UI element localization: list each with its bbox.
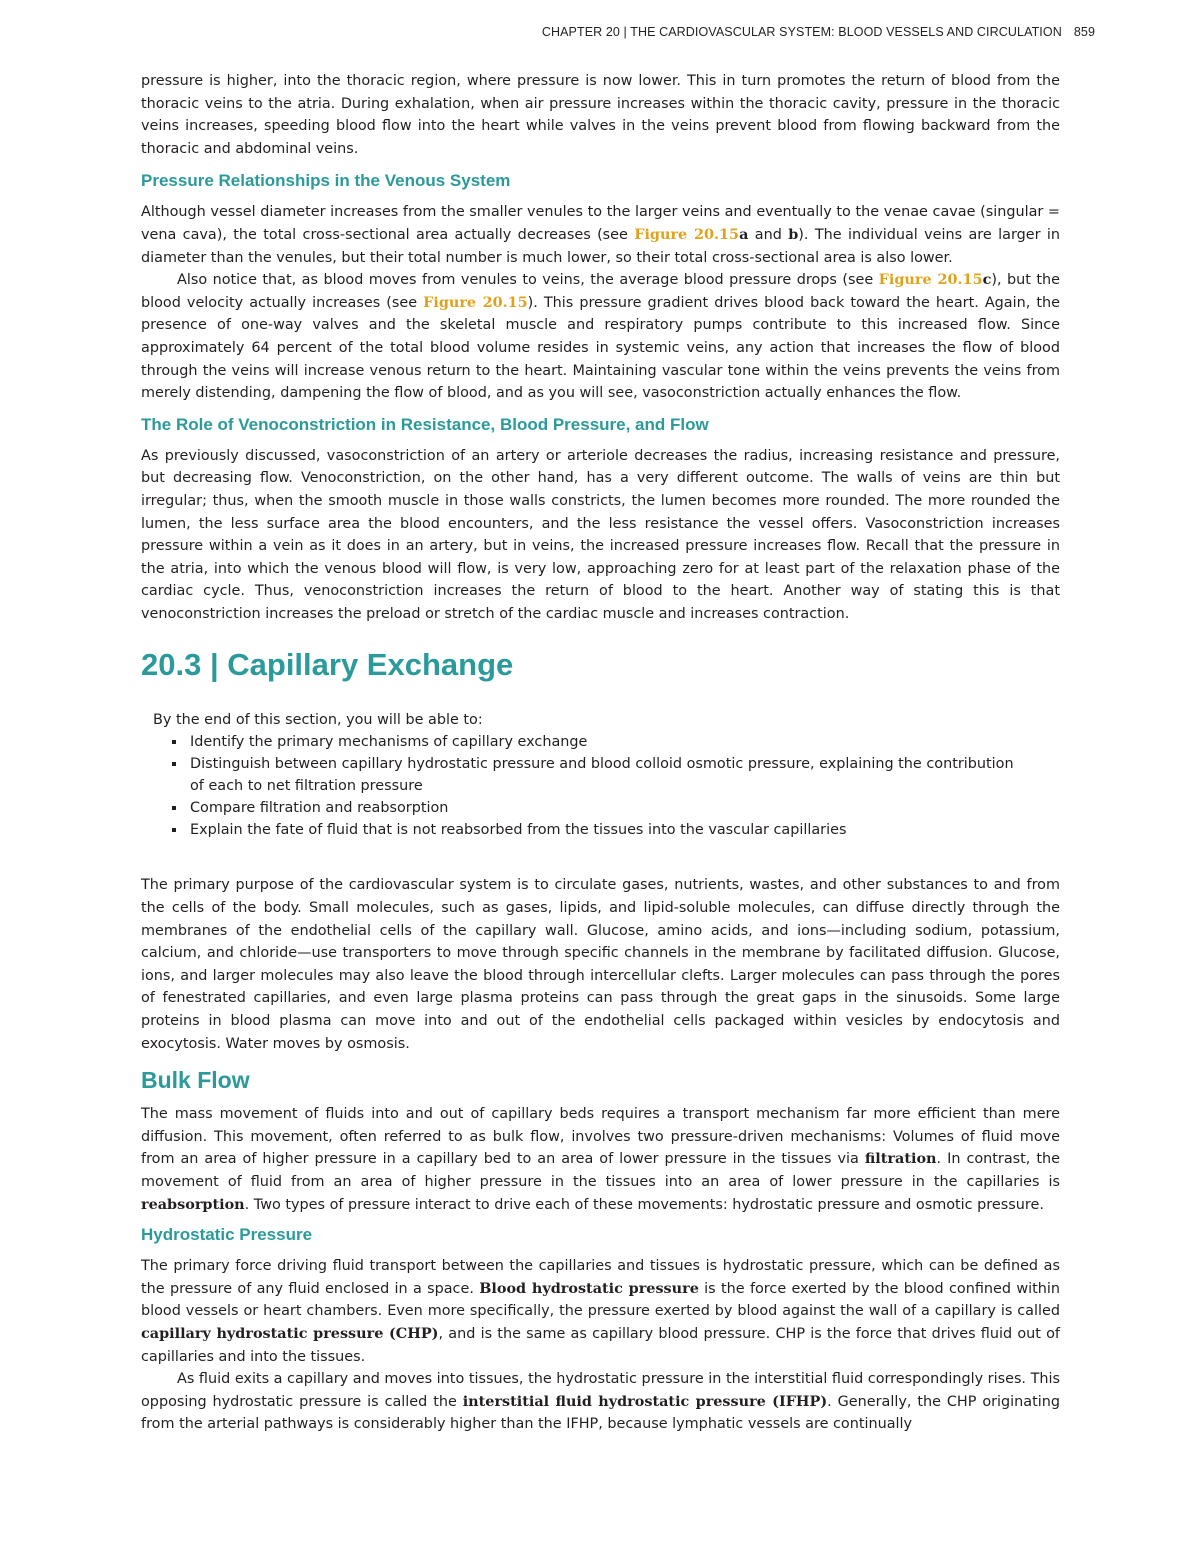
objectives-intro: By the end of this section, you will be able to: — [153, 712, 483, 729]
paragraph-bulk-flow: The mass movement of fluids into and out of capillary beds requires a transport mechanism far more efficient than mere diffusion. This movement, often referred to as bulk flow, involves two pressure-driven mechanisms: Volumes of fluid move from an area of higher pressure in a capillary bed to an area of lower pressure in the tissues via filtration. In contrast, the movement of fluid from an area of higher pressure in the tissues into an area of lower pressure in the capillaries is reabsorption. Two types of pressure interact to drive each of these movements: hydrostatic pressure and osmotic pressure. — [141, 1106, 1060, 1213]
heading-hydrostatic-pressure: Hydrostatic Pressure — [141, 1225, 313, 1245]
heading-venoconstriction: The Role of Venoconstriction in Resistance, Blood Pressure, and Flow — [141, 414, 709, 434]
objective-item: Compare filtration and reabsorption — [171, 797, 1060, 819]
section-title: 20.3 | Capillary Exchange — [141, 647, 514, 683]
objective-item: Explain the fate of fluid that is not reabsorbed from the tissues into the vascular capillaries — [171, 819, 1060, 841]
paragraph-breathing: pressure is higher, into the thoracic region, where pressure is now lower. This in turn promotes the return of blood from the thoracic veins to the atria. During exhalation, when air pressure increases within the thoracic cavity, pressure in the thoracic veins increases, speeding blood flow into the heart while valves in the veins prevent blood from flowing backward from the thoracic and abdominal veins. — [141, 73, 1060, 157]
page-number: 859 — [1073, 25, 1095, 39]
heading-bulk-flow: Bulk Flow — [141, 1067, 250, 1094]
paragraph-venous-velocity: Also notice that, as blood moves from venules to veins, the average blood pressure drops (see Figure 20.15c), but the blood velocity actually increases (see Figure 20.15). This pressure gradient drives blood back toward the heart. Again, the presence of one-way valves and the skeletal muscle and respiratory pumps contribute to this increased flow. Since approximately 64 percent of the total blood volume resides in systemic veins, any action that increases the flow of blood through the veins will increase venous return to the heart. Maintaining vascular tone within the veins prevents the veins from merely distending, dampening the flow of blood, and as you will see, vasoconstriction actually enhances the flow. — [141, 271, 1060, 402]
paragraph-hydrostatic-pressure: The primary force driving fluid transport between the capillaries and tissues is hydrostatic pressure, which can be defined as the pressure of any fluid enclosed in a space. Blood hydrostatic pressure is the force exerted by the blood confined within blood vessels or heart chambers. Even more specifically, the pressure exerted by blood against the wall of a capillary is called capillary hydrostatic pressure (CHP), and is the same as capillary blood pressure. CHP is the force that drives fluid out of capillaries and into the tissues. — [141, 1258, 1060, 1365]
paragraph-interstitial-pressure: As fluid exits a capillary and moves into tissues, the hydrostatic pressure in the interstitial fluid correspondingly rises. This opposing hydrostatic pressure is called the interstitial fluid hydrostatic pressure (IFHP). Generally, the CHP originating from the arterial pathways is considerably higher than the IFHP, because lymphatic vessels are continually — [141, 1371, 1061, 1433]
page-body — [141, 70, 1060, 1436]
running-header — [0, 25, 1095, 39]
figure-link[interactable]: Figure 20.15 — [634, 225, 740, 243]
objectives-list — [171, 731, 1060, 841]
paragraph-venous-area: Although vessel diameter increases from the smaller venules to the larger veins and eventually to the venae cavae (singular = vena cava), the total cross-sectional area actually decreases (see Figure 20.15a and b). The individual veins are larger in diameter than the venules, but their total number is much lower, so their total cross-sectional area is also lower. — [141, 204, 1060, 266]
paragraph-venoconstriction: As previously discussed, vasoconstriction of an artery or arteriole decreases the radius, increasing resistance and pressure, but decreasing flow. Venoconstriction, on the other hand, has a very different outcome. The walls of veins are thin but irregular; thus, when the smooth muscle in those walls constricts, the lumen becomes more rounded. The more rounded the lumen, the less surface area the blood encounters, and the less resistance the vessel offers. Vasoconstriction increases pressure within a vein as it does in an artery, but in veins, the increased pressure increases flow. Recall that the pressure in the atria, into which the venous blood will flow, is very low, approaching zero for at least part of the relaxation phase of the cardiac cycle. Thus, venoconstriction increases the return of blood to the heart. Another way of stating this is that venoconstriction increases the preload or stretch of the cardiac muscle and increases contraction. — [141, 447, 1060, 622]
figure-link[interactable]: Figure 20.15 — [878, 271, 983, 289]
running-title: CHAPTER 20 | THE CARDIOVASCULAR SYSTEM: BLOOD VESSELS AND CIRCULATION — [541, 25, 1062, 39]
objective-item: Distinguish between capillary hydrostatic pressure and blood colloid osmotic pressure, explaining the contribution of each to net filtration pressure — [171, 753, 1060, 797]
paragraph-capillary-purpose: The primary purpose of the cardiovascular system is to circulate gases, nutrients, wastes, and other substances to and from the cells of the body. Small molecules, such as gases, lipids, and lipid-soluble molecules, can diffuse directly through the membranes of the endothelial cells of the capillary wall. Glucose, amino acids, and ions—including sodium, potassium, calcium, and chloride—use transporters to move through specific channels in the membrane by facilitated diffusion. Glucose, ions, and larger molecules may also leave the blood through intercellular clefts. Larger molecules can pass through the pores of fenestrated capillaries, and even large plasma proteins can pass through the great gaps in the sinusoids. Some large proteins in blood plasma can move into and out of the endothelial cells packaged within vesicles by endocytosis and exocytosis. Water moves by osmosis. — [141, 877, 1060, 1052]
heading-venous-pressure: Pressure Relationships in the Venous System — [141, 171, 511, 191]
learning-objectives — [141, 709, 1060, 841]
figure-link[interactable]: Figure 20.15 — [423, 293, 528, 311]
objective-item: Identify the primary mechanisms of capillary exchange — [171, 731, 1060, 753]
